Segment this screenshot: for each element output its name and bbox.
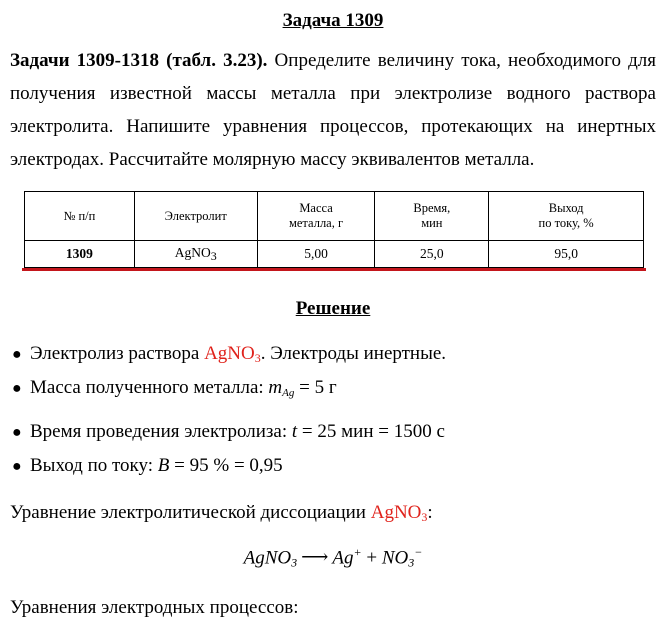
list-item: ● Масса полученного металла: $m_{Ag} = 5$ г	[12, 374, 337, 402]
header-yield: Выход по току, %	[489, 192, 644, 241]
formula-agno3: AgNO$_3$	[204, 343, 261, 365]
header-number: № п/п	[25, 192, 135, 241]
table-header-row	[25, 192, 644, 241]
cell-time: 25,0	[375, 241, 489, 268]
header-mass: Масса металла, г	[257, 192, 375, 241]
formula-agno3: AgNO$_3$	[370, 502, 428, 524]
bullet-icon: ●	[12, 424, 22, 441]
dissociation-equation: AgNO$_3$ ⟶ $Ag^+ + NO_3^-$	[243, 545, 423, 570]
cell-mass: 5,00	[257, 241, 375, 268]
cell-electrolyte: AgNO$_3$	[134, 241, 257, 268]
problem-statement	[10, 44, 656, 176]
list-item: ● Электролиз раствора AgNO$_3$. Электроды инертные.	[12, 340, 446, 368]
header-time: Время, мин	[375, 192, 489, 241]
list-item: ● Время проведения электролиза: t = 25 мин = 1500 с	[12, 418, 445, 446]
red-underline	[22, 268, 646, 271]
solution-title: Решение	[295, 298, 371, 319]
dissociation-label: Уравнение электролитической диссоциации AgNO$_3$:	[10, 502, 433, 524]
bullet-icon: ●	[12, 346, 22, 363]
bullet-icon: ●	[12, 458, 22, 475]
table-row	[25, 241, 644, 268]
task-title: Задача 1309	[282, 10, 384, 31]
data-table	[24, 191, 644, 268]
problem-reference: Задачи 1309-1318 (табл. 3.23).	[10, 50, 268, 71]
cell-number: 1309	[25, 241, 135, 268]
problem-text: Определите величину тока, необходимого для получения известной массы металла при электролизе водного раствора электролита. Напишите уравнения процессов, протекающих на инертных электродах. Рассчитайте молярную массу эквивалентов металла.	[10, 50, 656, 170]
electrode-processes-label: Уравнения электродных процессов:	[10, 597, 299, 618]
reaction-arrow-icon: ⟶	[301, 547, 329, 569]
bullet-icon: ●	[12, 380, 22, 397]
header-electrolyte: Электролит	[134, 192, 257, 241]
list-item: ● Выход по току: B = 95 % = 0,95	[12, 452, 283, 480]
cell-yield: 95,0	[489, 241, 644, 268]
